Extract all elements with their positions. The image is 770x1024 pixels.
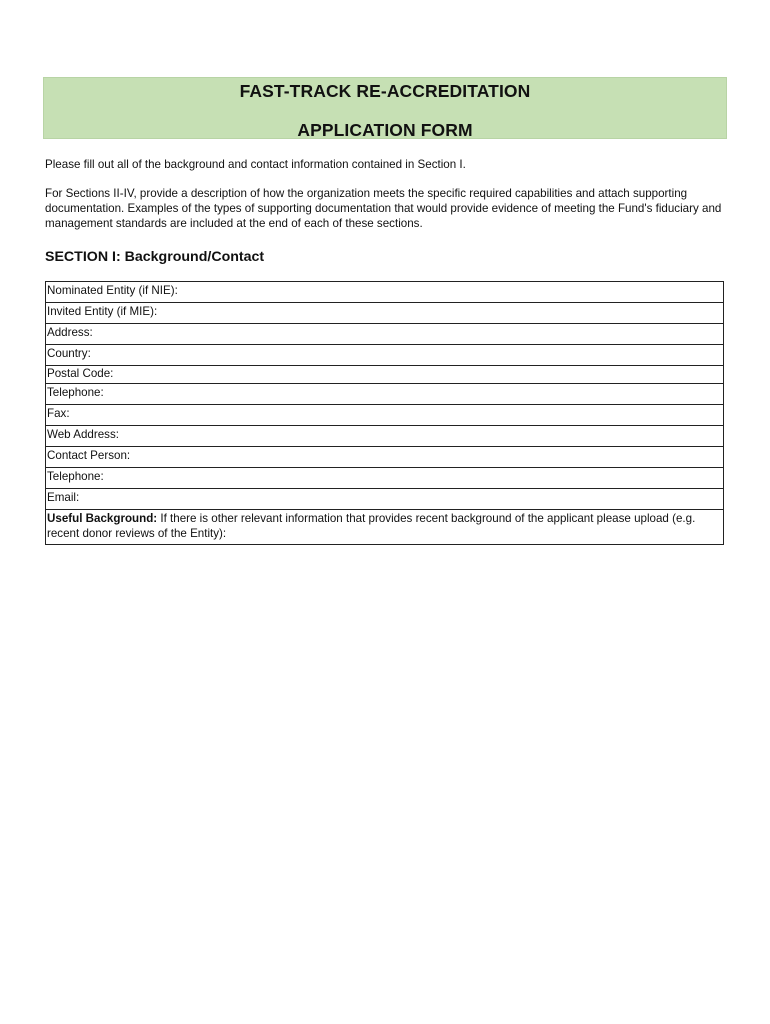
field-web-address[interactable]: Web Address: bbox=[46, 426, 724, 447]
table-row bbox=[46, 384, 724, 405]
contact-form-table bbox=[45, 281, 724, 545]
table-row bbox=[46, 489, 724, 510]
field-useful-background[interactable] bbox=[46, 510, 724, 545]
table-row bbox=[46, 426, 724, 447]
field-contact-telephone[interactable]: Telephone: bbox=[46, 468, 724, 489]
table-row bbox=[46, 303, 724, 324]
field-fax[interactable]: Fax: bbox=[46, 405, 724, 426]
section-heading: SECTION I: Background/Contact bbox=[45, 249, 265, 265]
field-email[interactable]: Email: bbox=[46, 489, 724, 510]
field-invited-entity[interactable]: Invited Entity (if MIE): bbox=[46, 303, 724, 324]
form-subtitle: APPLICATION FORM bbox=[297, 120, 473, 140]
table-row bbox=[46, 366, 724, 384]
useful-background-label: Useful Background: bbox=[47, 512, 158, 525]
title-banner bbox=[43, 77, 727, 139]
table-row bbox=[46, 282, 724, 303]
table-row bbox=[46, 510, 724, 545]
table-row bbox=[46, 345, 724, 366]
instruction-paragraph-2: For Sections II-IV, provide a description of how the organization meets the specific required capabilities and attach supporting documentation. Examples of the types of supporting documentation that would provide evidence of meeting the Fund's fiduciary and management standards are included at the end of each of these sections. bbox=[45, 187, 722, 230]
form-title: FAST-TRACK RE-ACCREDITATION bbox=[239, 81, 531, 101]
instruction-paragraph-1: Please fill out all of the background and contact information contained in Section I. bbox=[45, 158, 466, 171]
field-address[interactable]: Address: bbox=[46, 324, 724, 345]
field-nominated-entity[interactable]: Nominated Entity (if NIE): bbox=[46, 282, 724, 303]
useful-background-text: If there is other relevant information that provides recent background of the applicant please upload (e.g. recent donor reviews of the Entity): bbox=[47, 512, 696, 540]
table-row bbox=[46, 447, 724, 468]
field-country[interactable]: Country: bbox=[46, 345, 724, 366]
field-telephone[interactable]: Telephone: bbox=[46, 384, 724, 405]
field-postal-code[interactable]: Postal Code: bbox=[46, 366, 724, 384]
table-row bbox=[46, 405, 724, 426]
table-row bbox=[46, 324, 724, 345]
table-row bbox=[46, 468, 724, 489]
field-contact-person[interactable]: Contact Person: bbox=[46, 447, 724, 468]
